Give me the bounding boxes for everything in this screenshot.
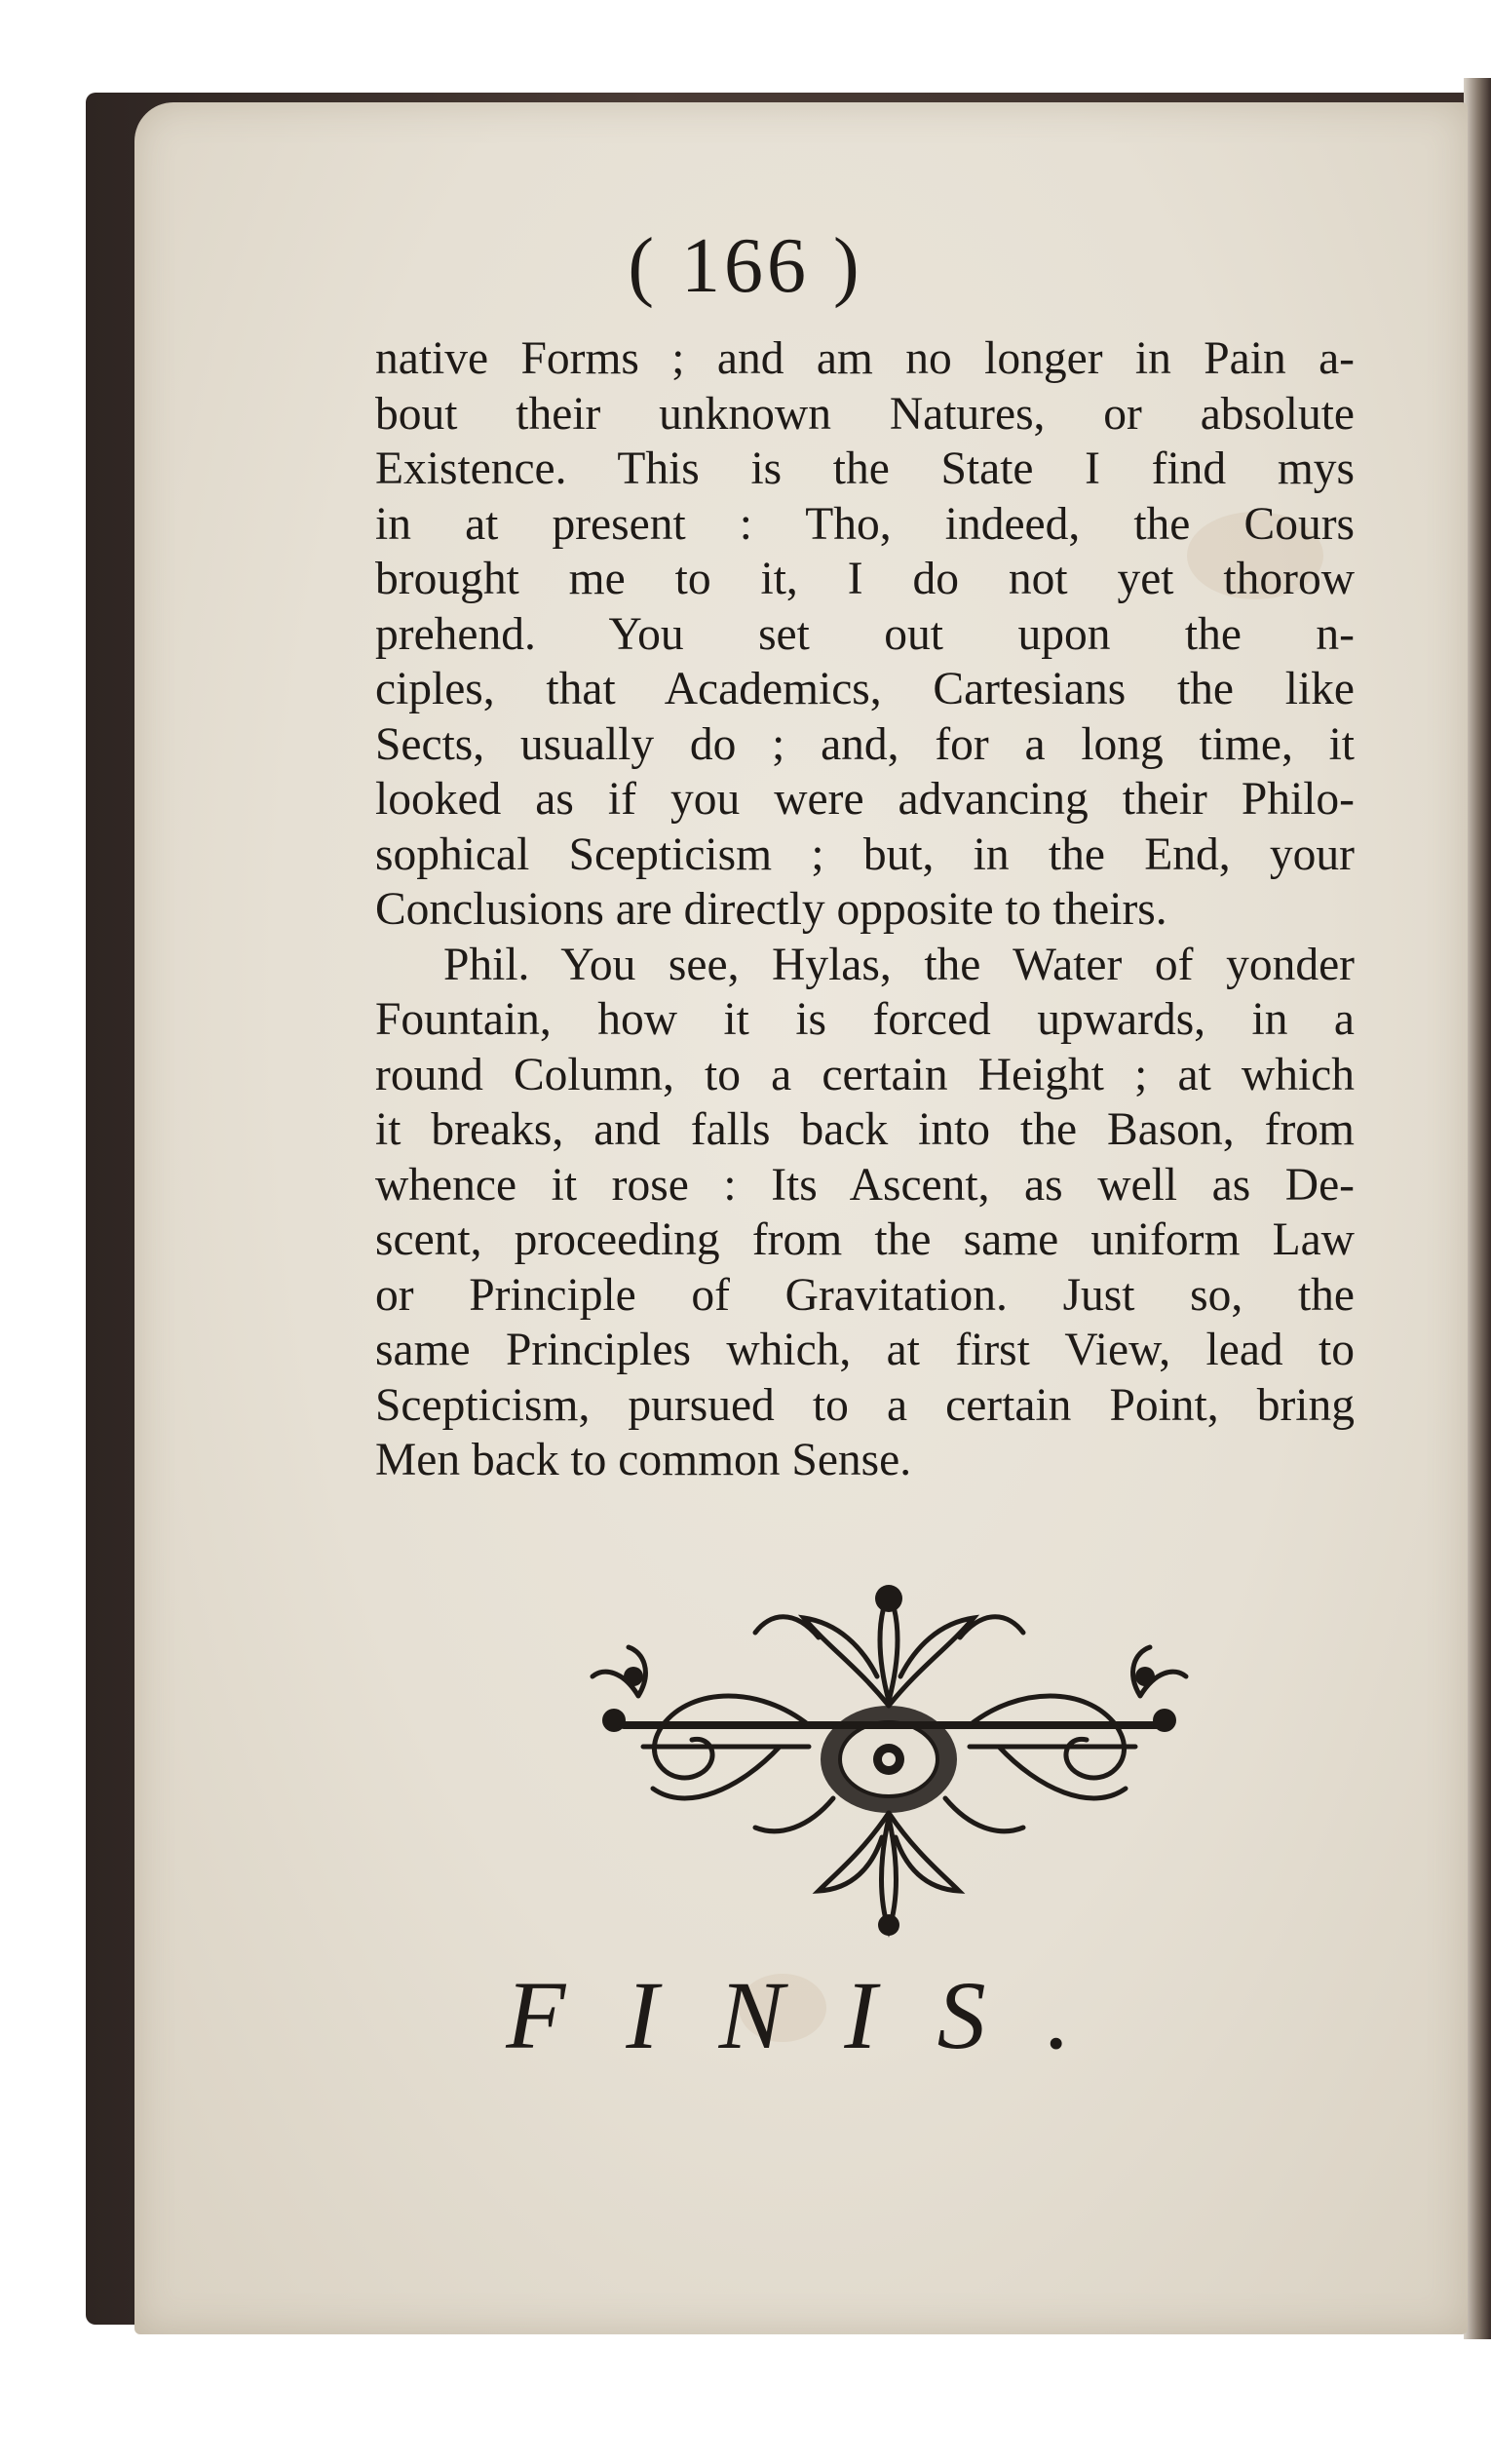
text-line: brought me to it, I do not yet thorow (375, 554, 1355, 604)
text-line: Sects, usually do ; and, for a long time, it (375, 718, 1355, 770)
text-line: same Principles which, at first View, lead to (375, 1325, 1355, 1375)
text-line: native Forms ; and am no longer in Pain a- (375, 333, 1355, 384)
text-line: or Principle of Gravitation. Just so, the (375, 1269, 1355, 1321)
text-line: Fountain, how it is forced upwards, in a (375, 994, 1355, 1045)
text-line: Existence. This is the State I find mys (375, 443, 1355, 494)
finis-label: FINIS. (506, 1961, 1131, 2069)
text-line: Phil. You see, Hylas, the Water of yonder (443, 939, 1355, 990)
page-text (375, 331, 1355, 1488)
text-line: ciples, that Academics, Cartesians the like (375, 664, 1355, 714)
text-line: bout their unknown Natures, or absolute (375, 388, 1355, 440)
text-line: in at present : Tho, indeed, the Cours (375, 498, 1355, 550)
text-line: scent, proceeding from the same uniform Law (375, 1214, 1355, 1265)
text-line: sophical Scepticism ; but, in the End, your (375, 828, 1355, 880)
text-line: Men back to common Sense. (375, 1435, 912, 1485)
text-line: it breaks, and falls back into the Bason, from (375, 1104, 1355, 1155)
text-line: Scepticism, pursued to a certain Point, bring (375, 1379, 1355, 1431)
text-line: Conclusions are directly opposite to theirs. (375, 884, 1167, 935)
text-line: whence it rose : Its Ascent, as well as De- (375, 1159, 1355, 1211)
floral-acanthus-ornament-icon (585, 1579, 1194, 1940)
text-line: round Column, to a certain Height ; at which (375, 1049, 1355, 1100)
text-line: looked as if you were advancing their Philo- (375, 774, 1355, 825)
text-line: prehend. You set out upon the n- (375, 608, 1355, 660)
page-number: ( 166 ) (628, 223, 863, 309)
